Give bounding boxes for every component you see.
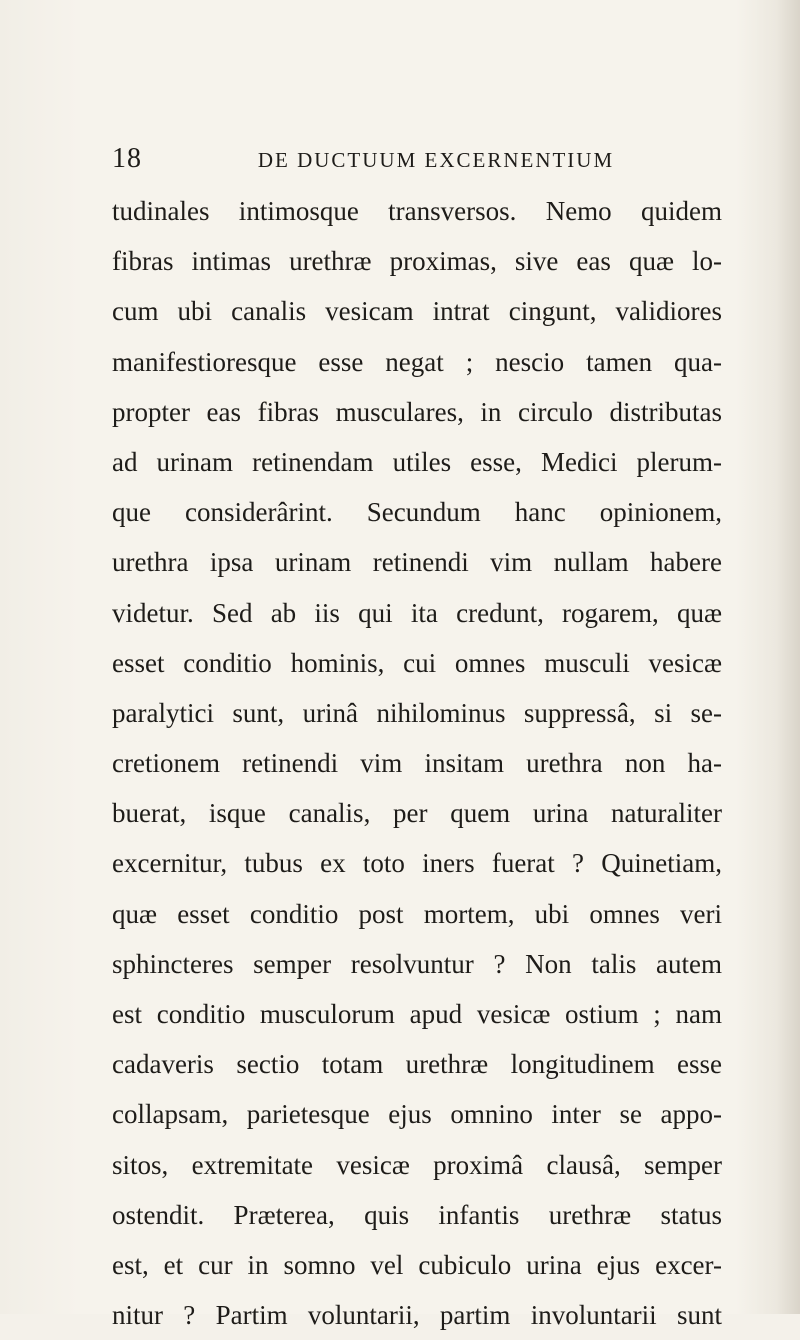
text-line: nitur ? Partim voluntarii, partim involuntarii sunt: [112, 1300, 722, 1331]
text-line: que considerârint. Secundum hanc opinionem,: [112, 497, 722, 528]
text-line: manifestioresque esse negat ; nescio tamen qua-: [112, 346, 722, 377]
text-line: quæ esset conditio post mortem, ubi omnes veri: [112, 898, 722, 929]
running-title: DE DUCTUUM EXCERNENTIUM: [257, 148, 615, 172]
running-head: [112, 142, 732, 176]
text-line: cum ubi canalis vesicam intrat cingunt, validiores: [112, 296, 722, 327]
text-line: paralytici sunt, urinâ nihilominus suppressâ, si se-: [112, 697, 722, 728]
text-line: fibras intimas urethræ proximas, sive eas quæ lo-: [112, 246, 722, 277]
body-text: [112, 186, 722, 1340]
text-line: sitos, extremitate vesicæ proximâ clausâ, semper: [112, 1149, 722, 1180]
text-line: videtur. Sed ab iis qui ita credunt, rogarem, quæ: [112, 597, 722, 628]
text-line: est conditio musculorum apud vesicæ ostium ; nam: [112, 999, 722, 1029]
text-line: sphincteres semper resolvuntur ? Non talis autem: [112, 948, 722, 979]
text-line: tudinales intimosque transversos. Nemo quidem: [112, 196, 722, 226]
text-line: ostendit. Præterea, quis infantis urethræ status: [112, 1199, 722, 1230]
text-line: collapsam, parietesque ejus omnino inter se appo-: [112, 1099, 722, 1130]
text-line: cretionem retinendi vim insitam urethra non ha-: [112, 748, 722, 779]
text-line: propter eas fibras musculares, in circulo distributas: [112, 396, 722, 427]
page-number: 18: [112, 143, 142, 174]
text-line: est, et cur in somno vel cubiculo urina ejus excer-: [112, 1249, 722, 1280]
text-line: esset conditio hominis, cui omnes musculi vesicæ: [112, 647, 722, 678]
text-line: cadaveris sectio totam urethræ longitudinem esse: [112, 1049, 722, 1080]
text-line: buerat, isque canalis, per quem urina naturaliter: [112, 798, 722, 829]
text-line: urethra ipsa urinam retinendi vim nullam habere: [112, 547, 722, 578]
text-line: ad urinam retinendam utiles esse, Medici plerum-: [112, 446, 722, 477]
text-line: excernitur, tubus ex toto iners fuerat ? Quinetiam,: [112, 848, 722, 879]
